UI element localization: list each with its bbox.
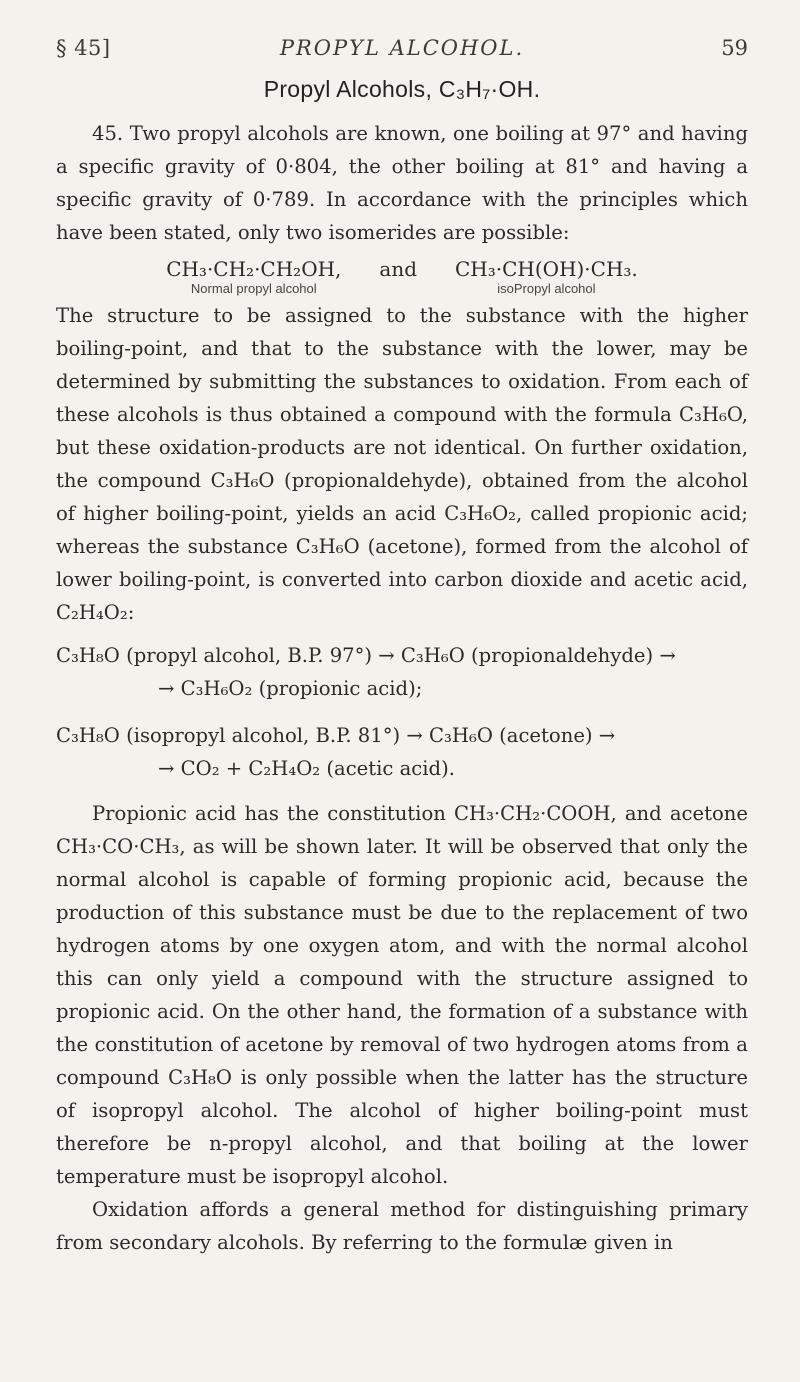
paragraph-constitution: Propionic acid has the constitution CH₃·CH₂·COOH, and acetone CH₃·CO·CH₃, as will be shown later. It will be observed that only the normal alcohol is capable of forming propionic acid, because the production of this substance must be due to the replacement of two hydrogen atoms by one oxygen atom, and with the normal alcohol this can only yield a compound with the structure assigned to propionic acid. On the other hand, the formation of a substance with the constitution of acetone by removal of two hydrogen atoms from a compound C₃H₈O is only possible when the latter has the structure of isopropyl alcohol. The alcohol of higher boiling-point must therefore be n-propyl alcohol, and that boiling at the lower temperature must be isopropyl alcohol.	[56, 802, 748, 1188]
isomer-formulas	[56, 257, 748, 297]
reaction-isopropyl-line2: → CO₂ + C₂H₄O₂ (acetic acid).	[158, 757, 455, 780]
paragraph-intro: 45. Two propyl alcohols are known, one boiling at 97° and having a specific gravity of 0·804, the other boiling at 81° and having a specific gravity of 0·789. In accordance with the principles which have been stated, only two isomerides are possible:	[56, 122, 748, 244]
book-page	[0, 28, 800, 1382]
formula-iso-caption: isoPropyl alcohol	[497, 281, 596, 296]
formula-iso-propyl	[455, 257, 638, 297]
running-title: PROPYL ALCOHOL.	[279, 36, 525, 60]
section-marker: § 45]	[56, 36, 111, 60]
formula-normal-caption: Normal propyl alcohol	[190, 281, 317, 296]
reaction-scheme-propyl	[56, 639, 748, 705]
paragraph-general-method: Oxidation affords a general method for distinguishing primary from secondary alcohols. By referring to the formulæ given in	[56, 1198, 748, 1254]
running-header	[56, 28, 748, 72]
paragraph-oxidation: The structure to be assigned to the substance with the higher boiling-point, and that to the substance with the lower, may be determined by submitting the substances to oxidation. From each of these alcohols is thus obtained a compound with the formula C₃H₆O, but these oxidation-products are not identical. On further oxidation, the compound C₃H₆O (propionaldehyde), obtained from the alcohol of higher boiling-point, yields an acid C₃H₆O₂, called propionic acid; whereas the substance C₃H₆O (acetone), formed from the alcohol of lower boiling-point, is converted into carbon dioxide and acetic acid, C₂H₄O₂:	[56, 304, 748, 624]
section-heading: Propyl Alcohols, C₃H₇·OH.	[263, 76, 541, 102]
formula-and-text: and	[379, 257, 417, 281]
formula-normal-propyl	[166, 257, 341, 297]
reaction-propyl-line1: C₃H₈O (propyl alcohol, B.P. 97°) → C₃H₆O (propionaldehyde) →	[56, 644, 676, 667]
formula-iso-text: CH₃·CH(OH)·CH₃.	[455, 257, 638, 281]
reaction-propyl-line2: → C₃H₆O₂ (propionic acid);	[158, 677, 423, 700]
reaction-isopropyl-line1: C₃H₈O (isopropyl alcohol, B.P. 81°) → C₃H₆O (acetone) →	[56, 724, 616, 747]
page-number: 59	[721, 36, 748, 60]
reaction-scheme-isopropyl	[56, 719, 748, 785]
formula-normal-text: CH₃·CH₂·CH₂OH,	[166, 257, 342, 281]
formula-conjunction	[379, 257, 417, 297]
